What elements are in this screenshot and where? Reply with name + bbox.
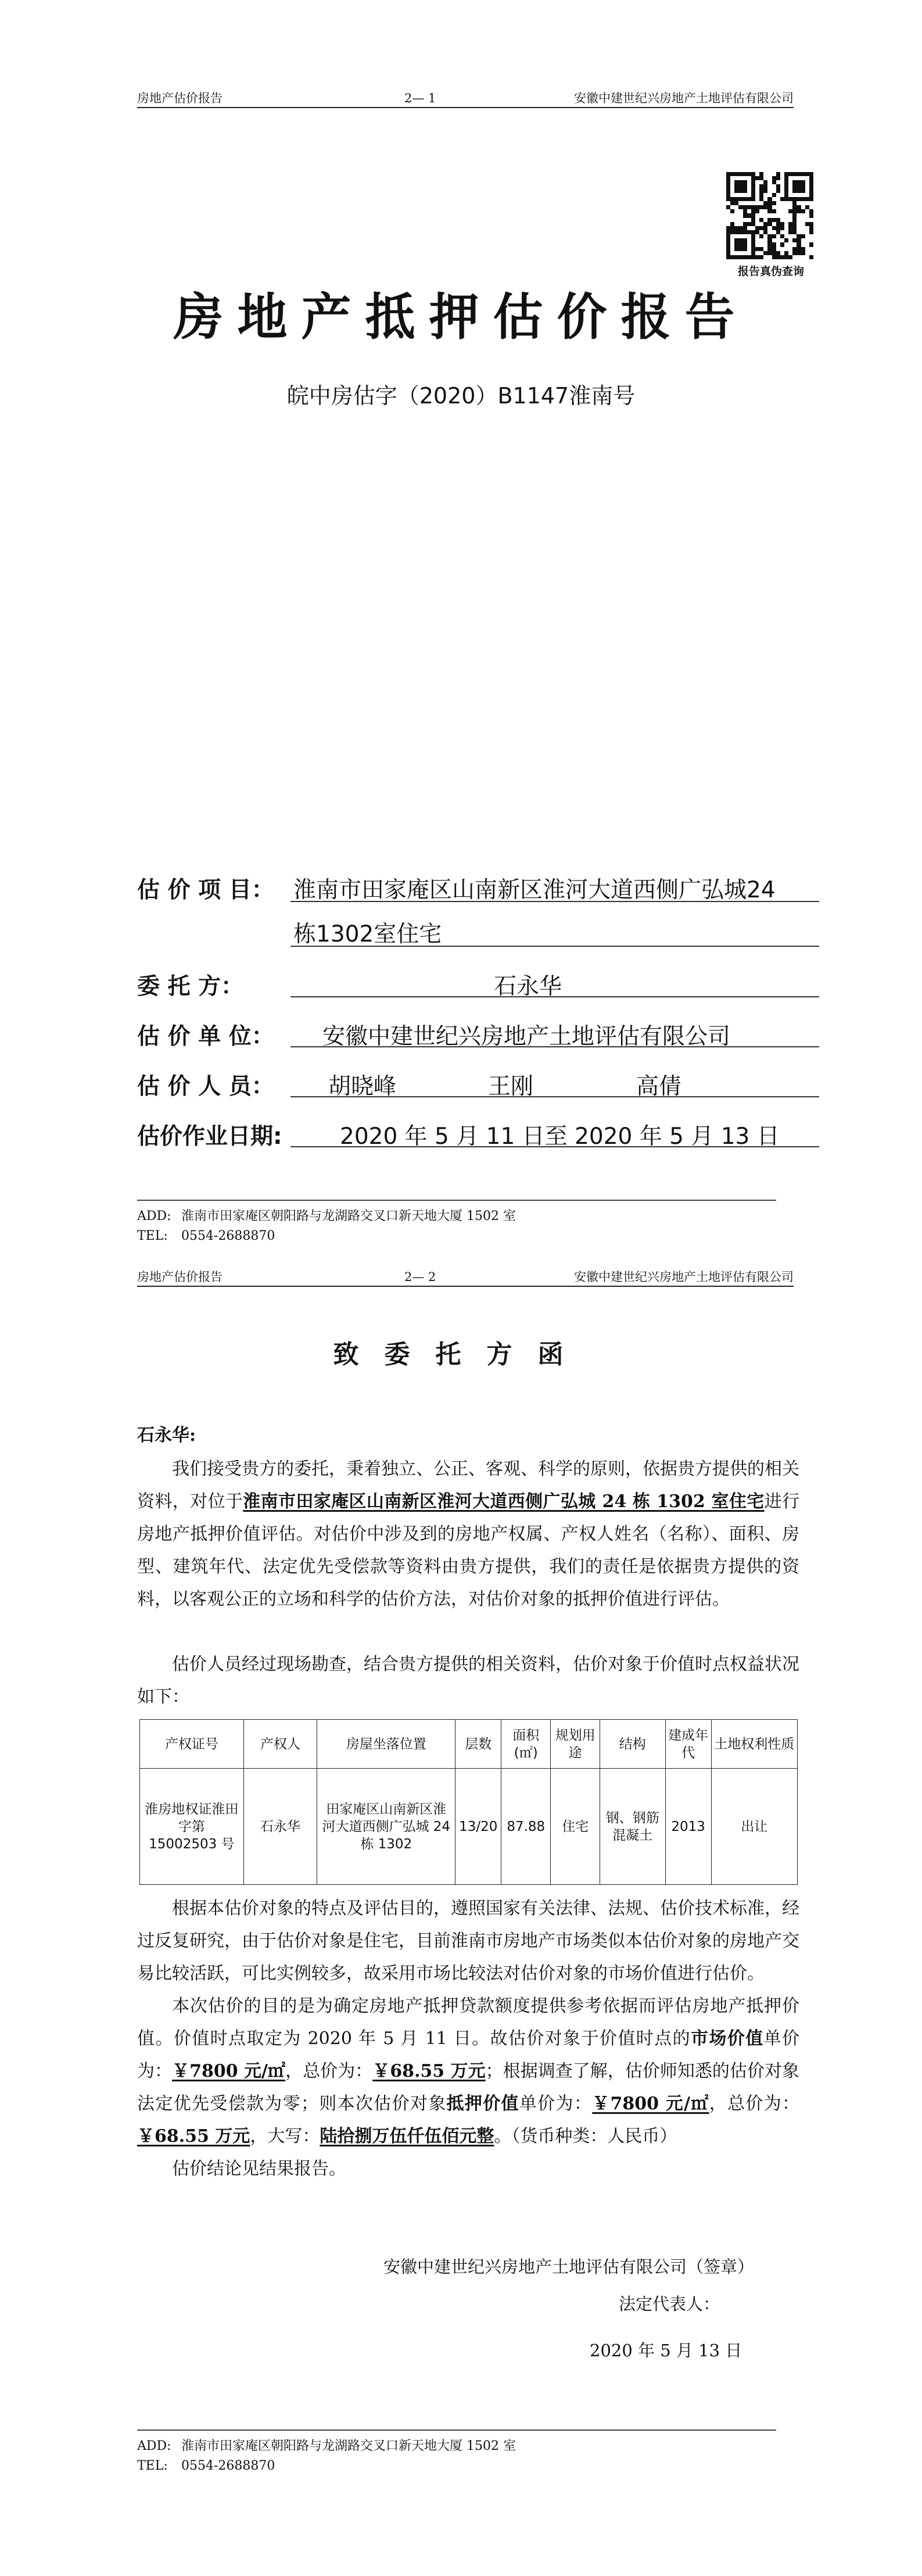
qr-code-icon[interactable]: [726, 172, 813, 259]
signature-company: 安徽中建世纪兴房地产土地评估有限公司（签章）: [383, 2257, 755, 2277]
table-row: [140, 1769, 798, 1885]
footer-address: ADD: 淮南市田家庵区朝阳路与龙湖路交叉口新天地大厦 1502 室: [137, 1209, 516, 1223]
table-header-cell: 产权人: [243, 1720, 317, 1769]
table-header-cell: 土地权利性质: [711, 1720, 797, 1769]
letter-title: 致委托方函: [333, 1340, 589, 1369]
amount-in-words: 陆拾捌万伍仟伍佰元整: [320, 2126, 494, 2146]
footer-rule: [137, 1200, 776, 1201]
table-cell: 田家庵区山南新区淮河大道西侧广弘城 24 栋 1302: [317, 1769, 455, 1885]
footer-address: ADD: 淮南市田家庵区朝阳路与龙湖路交叉口新天地大厦 1502 室: [137, 2439, 516, 2453]
signature-date: 2020 年 5 月 13 日: [590, 2341, 742, 2360]
paragraph-1: 我们接受贵方的委托，秉着独立、公正、客观、科学的原则，依据贵方提供的相关资料，对位于淮南市田家庵区山南新区淮河大道西侧广弘城 24 栋 1302 室住宅进行房地产抵押价值评估。对估价中涉及到的房地产权属、产权人姓名（名称）、面积、房型、建筑年代、法定优先受偿款等资料由贵方提供，我们的责任是依据贵方提供的资料，以客观公正的立场和科学的估价方法，对估价对象的抵押价值进行评估。: [137, 1459, 800, 1609]
project-value-line1: 淮南市田家庵区山南新区淮河大道西侧广弘城24: [293, 877, 776, 903]
table-header-row: [140, 1720, 798, 1769]
table-cell: 13/20: [455, 1769, 501, 1885]
paragraph-5: 估价结论见结果报告。: [172, 2159, 346, 2179]
staff-name-3: 高倩: [636, 1074, 682, 1100]
table-cell: 出让: [711, 1769, 797, 1885]
letter-page: [0, 1270, 922, 2576]
org-label: 估 价 单 位：: [137, 1024, 274, 1050]
staff-name-1: 胡晓峰: [328, 1074, 397, 1100]
salutation: 石永华:: [137, 1425, 196, 1446]
paragraph-3: 根据本估价对象的特点及评估目的，遵照国家有关法律、法规、估价技术标准，经过反复研究，由于估价对象是住宅，目前淮南市房地产市场类似本估价对象的房地产交易比较活跃，可比实例较多，故采用市场比较法对估价对象的市场价值进行估价。: [137, 1898, 799, 1984]
table-header-cell: 结构: [600, 1720, 665, 1769]
table-cell: 石永华: [243, 1769, 317, 1885]
qr-caption: 报告真伪查询: [737, 265, 804, 278]
footer-tel: TEL: 0554-2688870: [137, 2459, 275, 2473]
header-page-number: 2— 1: [404, 91, 436, 105]
client-value: 石永华: [494, 974, 562, 1000]
page-header: [137, 91, 794, 108]
table-cell: 钢、钢筋混凝土: [600, 1769, 665, 1885]
footer: [137, 1207, 516, 1246]
staff-label: 估 价 人 员：: [137, 1074, 274, 1100]
header-right: 安徽中建世纪兴房地产土地评估有限公司: [574, 91, 794, 105]
date-label: 估价作业日期:: [137, 1124, 282, 1150]
table-cell: 住宅: [551, 1769, 600, 1885]
market-total-price: ￥68.55 万元: [372, 2061, 486, 2081]
date-value: 2020 年 5 月 11 日至 2020 年 5 月 13 日: [340, 1124, 780, 1150]
project-label: 估 价 项 目：: [137, 877, 274, 903]
project-value-line2: 栋1302室住宅: [293, 921, 442, 947]
mortgage-total-price: ￥68.55 万元: [137, 2126, 250, 2146]
page-header: [137, 1269, 794, 1287]
footer: [137, 2437, 516, 2476]
report-code: 皖中房估字（2020）B1147淮南号: [286, 383, 636, 409]
report-title: 房地产抵押估价报告: [173, 288, 749, 346]
table-cell: 淮房地权证淮田字第 15002503 号: [140, 1769, 244, 1885]
header-page-number: 2— 2: [404, 1270, 436, 1284]
table-cell: 2013: [665, 1769, 711, 1885]
header-right: 安徽中建世纪兴房地产土地评估有限公司: [574, 1270, 794, 1284]
property-table: [139, 1719, 798, 1885]
org-value: 安徽中建世纪兴房地产土地评估有限公司: [322, 1024, 731, 1050]
paragraph-4: 本次估价的目的是为确定房地产抵押贷款额度提供参考依据而评估房地产抵押价值。价值时点取定为 2020 年 5 月 11 日。故估价对象于价值时点的市场价值单价为：￥7800 元/㎡，总价为：￥68.55 万元；根据调查了解，估价师知悉的估价对象法定优先受偿款为零；则本次估价对象抵押价值单价为：￥7800 元/㎡，总价为：￥68.55 万元，大写：陆拾捌万伍仟伍佰元整。（货币种类：人民币）: [137, 1996, 800, 2146]
table-header-cell: 规划用途: [551, 1720, 600, 1769]
staff-name-2: 王刚: [488, 1074, 534, 1100]
footer-tel: TEL: 0554-2688870: [137, 1229, 275, 1243]
table-header-cell: 面积(㎡): [501, 1720, 551, 1769]
property-address: 淮南市田家庵区山南新区淮河大道西侧广弘城 24 栋 1302 室住宅: [243, 1491, 765, 1512]
table-header-cell: 产权证号: [140, 1720, 244, 1769]
signature-representative: 法定代表人：: [619, 2294, 720, 2314]
table-header-cell: 层数: [455, 1720, 501, 1769]
table-header-cell: 建成年代: [665, 1720, 711, 1769]
header-left: 房地产估价报告: [137, 1270, 223, 1284]
footer-rule: [137, 2430, 776, 2431]
table-header-cell: 房屋坐落位置: [317, 1720, 455, 1769]
table-cell: 87.88: [501, 1769, 551, 1885]
header-left: 房地产估价报告: [137, 91, 223, 105]
market-unit-price: ￥7800 元/㎡: [172, 2061, 286, 2081]
client-label: 委 托 方：: [137, 974, 244, 1000]
mortgage-unit-price: ￥7800 元/㎡: [592, 2094, 709, 2114]
paragraph-2: 估价人员经过现场勘查，结合贵方提供的相关资料，估价对象于价值时点权益状况如下：: [137, 1654, 799, 1707]
